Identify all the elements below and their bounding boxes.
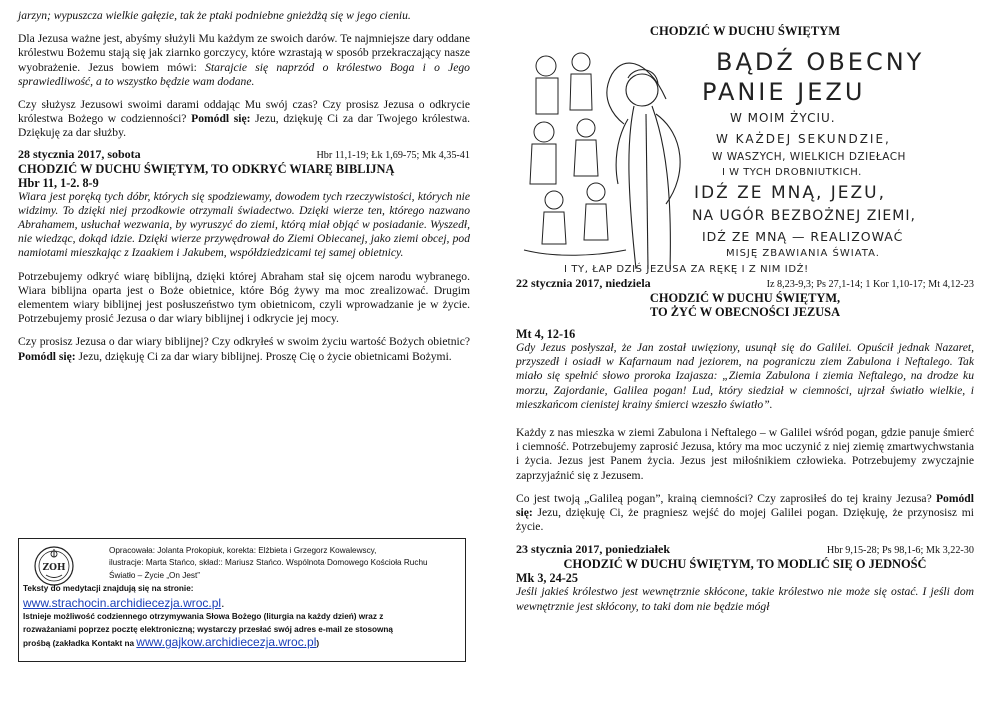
day-theme: CHODZIĆ W DUCHU ŚWIĘTYM, TO MODLIĆ SIĘ O JEDNOŚĆ <box>563 557 927 572</box>
question-paragraph: Czy prosisz Jezusa o dar wiary biblijnej? Czy odkryłeś w swoim życiu wartość Bożych obietnic? Pomódl się: Jezu, dziękuję Ci za dar wiary biblijnej. Proszę Cię o życie obietnicami Bożymi. <box>18 335 470 363</box>
day-theme: CHODZIĆ W DUCHU ŚWIĘTYM, TO ODKRYĆ WIARĘ BIBLIJNĄ <box>18 161 395 176</box>
handwritten-prayer <box>564 47 924 275</box>
day-readings-refs: Iz 8,23-9,3; Ps 27,1-14; 1 Kor 1,10-17; Mt 4,12-23 <box>766 279 974 290</box>
email-info: rozważaniami poprzez pocztę elektroniczną; wystarczy przesłać swój adres e-mail ze stosowną <box>23 624 393 634</box>
scripture-reading: Jeśli jakieś królestwo jest wewnętrznie skłócone, takie królestwo nie może się ostać. I jeśli dom wewnętrznie jest skłócony, to taki dom nie będzie mógł <box>516 585 974 613</box>
handwriting-line: PANIE JEZU <box>702 78 866 106</box>
day-date: 22 stycznia 2017, niedziela <box>516 276 651 290</box>
question-paragraph: Co jest twoją „Galileą pogan”, krainą ciemności? Czy zaprosiłeś do tej krainy Jezusa? Pomódl się: Jezu, dziękuję Ci, że pragniesz wejść do mojej Galilei pogan. Dziękuję, że przynosisz mi życie. <box>516 491 974 534</box>
pericope-title: Mt 4, 12-16 <box>516 327 576 341</box>
handwriting-line: I TY, ŁAP DZIŚ JEZUSA ZA RĘKĘ I Z NIM IDŹ! <box>564 264 809 275</box>
handwriting-line: IDŹ ZE MNĄ — REALIZOWAĆ <box>702 229 904 244</box>
reflection-paragraph: Każdy z nas mieszka w ziemi Zabulona i Neftalego – w Galilei wśród pogan, gdzie panuje śmierć i ciemność. Potrzebujemy zaprosić Jezusa, który ma moc uczynić z niej ziemię zmartwychwstania i życia. Jezus jest Panem życia. Jezus jest miłośnikiem człowieka. Potrzebujemy zwyczajnie zaprzyjaźnić się z Jezusem. <box>516 426 974 482</box>
contact-link[interactable]: www.gajkow.archidiecezja.wroc.pl <box>136 635 317 650</box>
day-readings-refs: Hbr 9,15-28; Ps 98,1-6; Mk 3,22-30 <box>826 545 974 557</box>
handwriting-line: W KAŻDEJ SEKUNDZIE, <box>716 132 891 146</box>
email-info: Istnieje możliwość codziennego otrzymywania Słowa Bożego (liturgia na każdy dzień) wraz z <box>23 612 384 622</box>
day-date: 28 stycznia 2017, sobota <box>18 146 141 161</box>
bible-quote: Starajcie się naprzód o królestwo Boga i o Jego sprawiedliwość, a to wszystko będzie wam dodane. <box>18 60 470 88</box>
right-column-body <box>516 276 974 614</box>
day-theme: TO ŻYĆ W OBECNOŚCI JEZUSA <box>649 305 841 319</box>
handwriting-line: IDŹ ZE MNĄ, JEZU, <box>694 183 887 203</box>
hand-drawn-illustration <box>516 44 974 276</box>
pray-label: Pomódl się: <box>191 112 251 126</box>
credits-line: Światło – Życie „On Jest” <box>109 570 200 580</box>
handwriting-line: NA UGÓR BEZBOŻNEJ ZIEMI, <box>692 208 916 224</box>
day-readings-refs: Hbr 11,1-19; Łk 1,69-75; Mk 4,35-41 <box>316 149 470 161</box>
page-heading: CHODZIĆ W DUCHU ŚWIĘTYM <box>649 24 841 38</box>
credits-box: ZOH Opracowała: Jolanta Prokopiuk, korekta: Elżbieta i Grzegorz Kowalewscy, ilustracje: Marta Stańco, skład:: Mariusz Stańco. Wspólnota Domowego Kościoła Ruchu Światło – Życie „On Jest” Teksty do medytacji znajdują się na stronie: www.strachocin.archidiecezja.wroc.pl. Istnieje możliwość codziennego otrzymywania Słowa Bożego (liturgia na każdy dzień) wraz z rozważaniami poprzez pocztę elektroniczną; wystarczy przesłać swój adres e-mail ze stosowną prośbą (zakładka Kontakt na www.gajkow.archidiecezja.wroc.pl) <box>18 538 466 662</box>
reflection-tail: jarzyn; wypuszcza wielkie gałęzie, tak że ptaki podniebne gnieżdżą się w jego cieniu. <box>18 9 411 22</box>
day-header-jan22 <box>516 276 974 291</box>
people-crowd-drawing <box>524 53 626 255</box>
handwriting-line: MISJĘ ZBAWIANIA ŚWIATA. <box>726 248 880 259</box>
reflection-paragraph: Dla Jezusa ważne jest, abyśmy służyli Mu każdym ze swoich darów. Te najmniejsze dary oddane królestwu Bożemu stają się jak ziarnko gorczycy, które wzrastają w sposób przekraczający nasze wyobrażenie. Jezus bowiem mówi: Starajcie się naprzód o królestwo Boga i o Jego sprawiedliwość, a to wszystko będzie wam dodane. <box>18 32 470 88</box>
pericope-title: Hbr 11, 1-2. 8-9 <box>18 175 99 190</box>
credits-line: ilustracje: Marta Stańco, skład:: Mariusz Stańco. Wspólnota Domowego Kościoła Ruchu <box>109 558 428 568</box>
jesus-figure-drawing <box>607 63 680 269</box>
handwriting-line: W MOIM ŻYCIU. <box>730 111 836 125</box>
day-header-jan28 <box>18 147 470 162</box>
day-date: 23 stycznia 2017, poniedziałek <box>516 542 671 557</box>
handwriting-line: BĄDŹ OBECNY <box>716 48 925 76</box>
right-column <box>516 0 974 38</box>
scripture-reading: Wiara jest poręką tych dóbr, których się spodziewamy, dowodem tych rzeczywistości, których nie widzimy. To dzięki niej przodkowie otrzymali świadectwo. Dzięki wierze ten, którego nazwano Abrahamem, usłuchał wezwania, by wyruszyć do ziemi, którą miał objąć w posiadanie. Wyszedł, nie wiedząc, dokąd idzie. Dzięki wierze przywędrował do Ziemi Obiecanej, jako ziemi obcej, pod namiotami mieszkając z Izaakiem i Jakubem, współdziedzicami tej samej obietnicy. <box>18 189 470 260</box>
pray-label: Pomódl się: <box>516 491 974 520</box>
question-paragraph: Czy służysz Jezusowi swoimi darami oddając Mu swój czas? Czy prosisz Jezusa o odkrycie królestwa Bożego w codzienności? Pomódl się: Jezu, dziękuję Ci za dar Twojego królestwa. Dziękuję za dar służby. <box>18 98 471 140</box>
day-header-jan23 <box>516 542 974 557</box>
pray-label: Pomódl się: <box>18 349 76 363</box>
handwriting-line: W WASZYCH, WIELKICH DZIEŁACH <box>712 151 906 163</box>
svg-text:ZOH: ZOH <box>42 563 66 573</box>
credits-line: Opracowała: Jolanta Prokopiuk, korekta: Elżbieta i Grzegorz Kowalewscy, <box>109 546 377 555</box>
day-theme: CHODZIĆ W DUCHU ŚWIĘTYM, <box>649 291 841 305</box>
email-info: prośbą (zakładka Kontakt na www.gajkow.archidiecezja.wroc.pl) <box>23 635 320 650</box>
handwriting-line: I W TYCH DROBNIUTKICH. <box>722 167 862 178</box>
pericope-title: Mk 3, 24-25 <box>516 571 578 586</box>
scripture-reading: Gdy Jezus posłyszał, że Jan został uwięziony, usunął się do Galilei. Opuścił jednak Nazaret, przyszedł i osiadł w Kafarnaum nad jeziorem, na pograniczu ziem Zabulona i Neftalego. Tak miało się spełnić słowo proroka Izajasza: „Ziemia Zabulona i ziemia Neftalego, na drodze ku morzu, Zajordanie, Galilea pogan! Lud, który siedział w ciemności, ujrzał światło wielkie, i mieszkańcom cienistej krainy śmierci wzeszło światło”. <box>516 341 974 411</box>
reflection-paragraph: Potrzebujemy odkryć wiarę biblijną, dzięki której Abraham stał się ojcem narodu wybranego. Wiara biblijna oparta jest o Boże obietnice, które Bóg żywy ma moc zrealizować. Drugim elementem wiary biblijnej jest posłuszeństwo tym obietnicom, czyli wprowadzanie je w życie. Potrzebujemy prosić Jezusa o dar wiary biblijnej i odkrycie jej mocy. <box>18 269 470 326</box>
texts-label: Teksty do medytacji znajdują się na stronie: <box>23 584 194 593</box>
zoe-logo-icon <box>33 545 75 587</box>
left-column <box>18 0 470 364</box>
website-link[interactable]: www.strachocin.archidiecezja.wroc.pl <box>23 596 222 611</box>
